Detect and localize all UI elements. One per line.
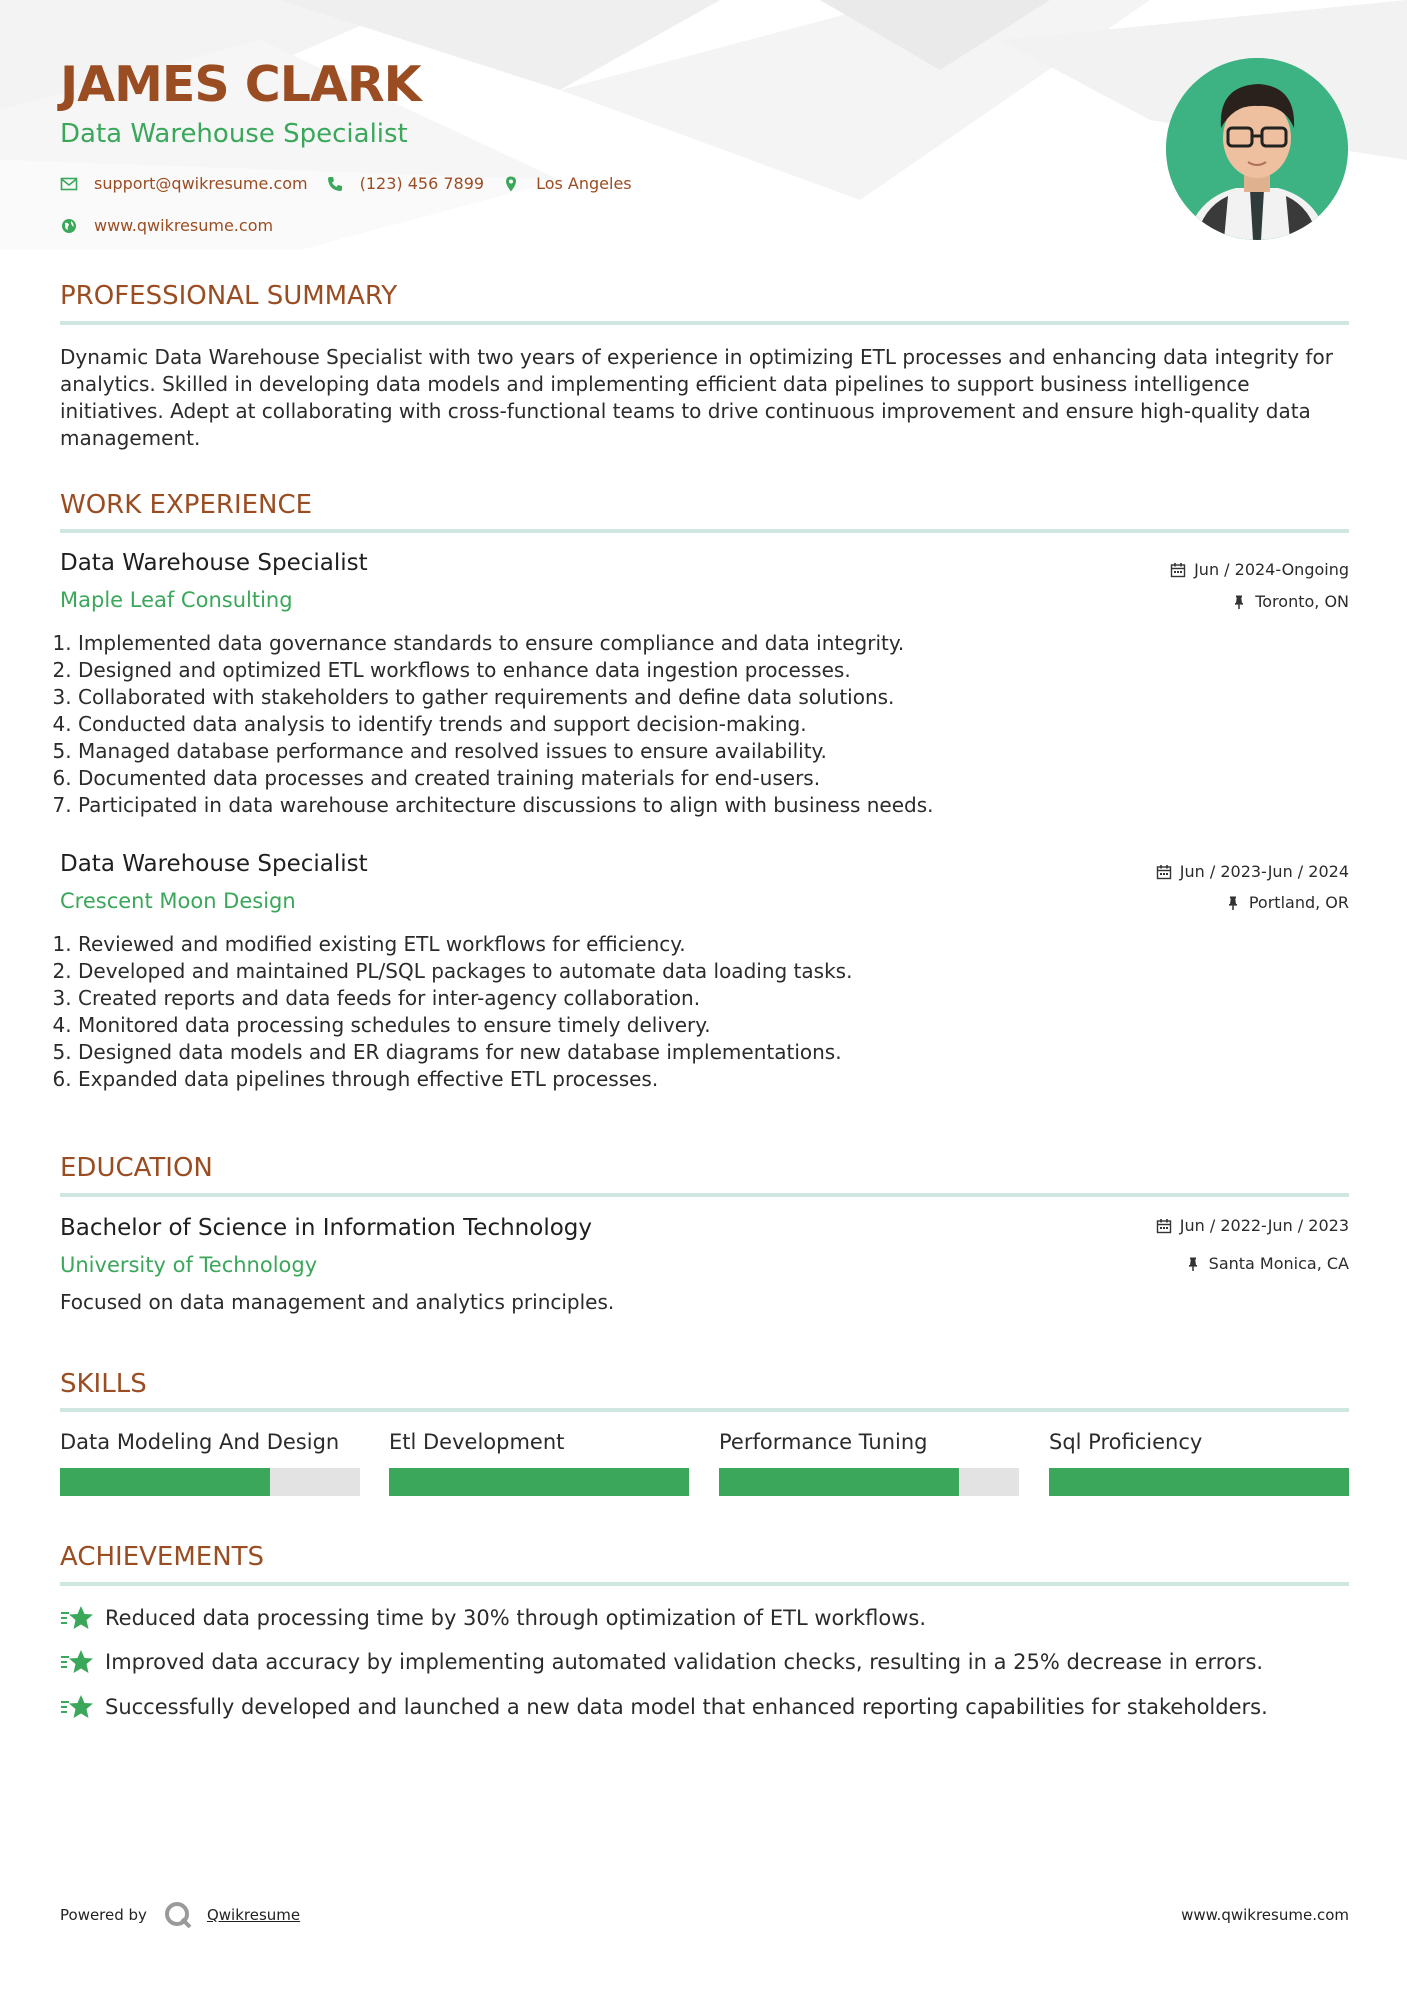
contact-website[interactable]: www.qwikresume.com bbox=[94, 216, 274, 235]
section-divider bbox=[60, 1408, 1349, 1412]
pushpin-icon bbox=[1185, 1256, 1201, 1272]
calendar-icon bbox=[1170, 562, 1186, 578]
list-item: 1. Reviewed and modified existing ETL workflows for efficiency. bbox=[78, 931, 1358, 958]
skill-name: Sql Proficiency bbox=[1049, 1430, 1203, 1454]
job-dates bbox=[1170, 560, 1349, 579]
education-location bbox=[1185, 1254, 1349, 1273]
skill-bar bbox=[389, 1468, 689, 1496]
skill-bar-fill bbox=[1049, 1468, 1349, 1496]
contact-row-secondary bbox=[60, 216, 273, 235]
profile-photo bbox=[1166, 58, 1348, 240]
calendar-icon bbox=[1156, 864, 1172, 880]
calendar-icon bbox=[1156, 1218, 1172, 1234]
achievement-item bbox=[60, 1693, 1268, 1721]
powered-by-label: Powered by bbox=[60, 1906, 147, 1924]
section-title-education: EDUCATION bbox=[60, 1153, 213, 1183]
pushpin-icon bbox=[1225, 895, 1241, 911]
job-location-text: Portland, OR bbox=[1248, 893, 1349, 912]
contact-location: Los Angeles bbox=[536, 174, 632, 193]
job-dates bbox=[1156, 862, 1349, 881]
section-title-achievements: ACHIEVEMENTS bbox=[60, 1542, 265, 1572]
skill-bar-fill bbox=[389, 1468, 689, 1496]
candidate-role: Data Warehouse Specialist bbox=[60, 119, 408, 149]
achievement-text: Successfully developed and launched a new data model that enhanced reporting capabilities for stakeholders. bbox=[105, 1695, 1268, 1719]
candidate-name: JAMES CLARK bbox=[60, 56, 421, 113]
footer-powered-by bbox=[60, 1900, 300, 1930]
pushpin-icon bbox=[1231, 594, 1247, 610]
list-item: 5. Managed database performance and resolved issues to ensure availability. bbox=[78, 738, 1358, 765]
section-divider bbox=[60, 321, 1349, 325]
star-icon bbox=[60, 1648, 94, 1676]
section-divider bbox=[60, 529, 1349, 533]
skill-bar bbox=[719, 1468, 1019, 1496]
list-item: 2. Designed and optimized ETL workflows to enhance data ingestion processes. bbox=[78, 657, 1358, 684]
education-dates bbox=[1156, 1216, 1349, 1235]
list-item: 5. Designed data models and ER diagrams for new database implementations. bbox=[78, 1039, 1358, 1066]
skill-bar bbox=[1049, 1468, 1349, 1496]
qwikresume-logo-icon bbox=[163, 1900, 193, 1930]
job-bullets bbox=[60, 931, 1358, 1093]
star-icon bbox=[60, 1693, 94, 1721]
envelope-icon bbox=[60, 175, 78, 193]
section-divider bbox=[60, 1582, 1349, 1586]
list-item: 6. Documented data processes and created training materials for end-users. bbox=[78, 765, 1358, 792]
list-item: 4. Conducted data analysis to identify trends and support decision-making. bbox=[78, 711, 1358, 738]
section-title-skills: SKILLS bbox=[60, 1369, 147, 1399]
skill-bar-fill bbox=[60, 1468, 270, 1496]
skill-name: Data Modeling And Design bbox=[60, 1430, 340, 1454]
skill-name: Etl Development bbox=[389, 1430, 565, 1454]
section-title-summary: PROFESSIONAL SUMMARY bbox=[60, 281, 398, 311]
education-degree: Bachelor of Science in Information Technology bbox=[60, 1215, 592, 1241]
job-location bbox=[1231, 592, 1349, 611]
education-location-text: Santa Monica, CA bbox=[1208, 1254, 1349, 1273]
education-description: Focused on data management and analytics principles. bbox=[60, 1290, 615, 1314]
section-divider bbox=[60, 1193, 1349, 1197]
contact-phone[interactable]: (123) 456 7899 bbox=[359, 174, 485, 193]
list-item: 2. Developed and maintained PL/SQL packages to automate data loading tasks. bbox=[78, 958, 1358, 985]
achievement-item bbox=[60, 1604, 926, 1632]
summary-text: Dynamic Data Warehouse Specialist with two years of experience in optimizing ETL processes and enhancing data integrity for analytics. Skilled in developing data models and implementing efficient data pipelines to support business intelligence initiatives. Adept at collaborating with cross-functional teams to drive continuous improvement and ensure high-quality data management. bbox=[60, 345, 1333, 450]
job-location-text: Toronto, ON bbox=[1255, 592, 1349, 611]
achievement-item bbox=[60, 1648, 1263, 1676]
map-pin-icon bbox=[502, 175, 520, 193]
list-item: 7. Participated in data warehouse architecture discussions to align with business needs. bbox=[78, 792, 1358, 819]
footer-website[interactable]: www.qwikresume.com bbox=[1181, 1906, 1349, 1924]
job-dates-text: Jun / 2024-Ongoing bbox=[1194, 560, 1349, 579]
job-location bbox=[1225, 893, 1349, 912]
achievement-text: Reduced data processing time by 30% through optimization of ETL workflows. bbox=[105, 1606, 926, 1630]
contact-row-primary bbox=[60, 174, 632, 193]
phone-icon bbox=[326, 175, 344, 193]
section-title-experience: WORK EXPERIENCE bbox=[60, 490, 313, 520]
job-bullets bbox=[60, 630, 1358, 819]
job-company: Crescent Moon Design bbox=[60, 889, 296, 913]
achievement-text: Improved data accuracy by implementing automated validation checks, resulting in a 25% decrease in errors. bbox=[105, 1650, 1264, 1674]
list-item: 1. Implemented data governance standards to ensure compliance and data integrity. bbox=[78, 630, 1358, 657]
list-item: 3. Collaborated with stakeholders to gather requirements and define data solutions. bbox=[78, 684, 1358, 711]
job-company: Maple Leaf Consulting bbox=[60, 588, 293, 612]
list-item: 4. Monitored data processing schedules to ensure timely delivery. bbox=[78, 1012, 1358, 1039]
education-school: University of Technology bbox=[60, 1253, 318, 1277]
brand-link[interactable]: Qwikresume bbox=[206, 1906, 301, 1924]
star-icon bbox=[60, 1604, 94, 1632]
skill-bar-fill bbox=[719, 1468, 959, 1496]
skill-bar bbox=[60, 1468, 360, 1496]
job-title: Data Warehouse Specialist bbox=[60, 550, 368, 576]
education-dates-text: Jun / 2022-Jun / 2023 bbox=[1179, 1216, 1349, 1235]
contact-email[interactable]: support@qwikresume.com bbox=[94, 174, 308, 193]
job-dates-text: Jun / 2023-Jun / 2024 bbox=[1179, 862, 1349, 881]
skill-name: Performance Tuning bbox=[719, 1430, 928, 1454]
globe-icon bbox=[60, 217, 78, 235]
list-item: 3. Created reports and data feeds for inter-agency collaboration. bbox=[78, 985, 1358, 1012]
list-item: 6. Expanded data pipelines through effective ETL processes. bbox=[78, 1066, 1358, 1093]
job-title: Data Warehouse Specialist bbox=[60, 851, 368, 877]
